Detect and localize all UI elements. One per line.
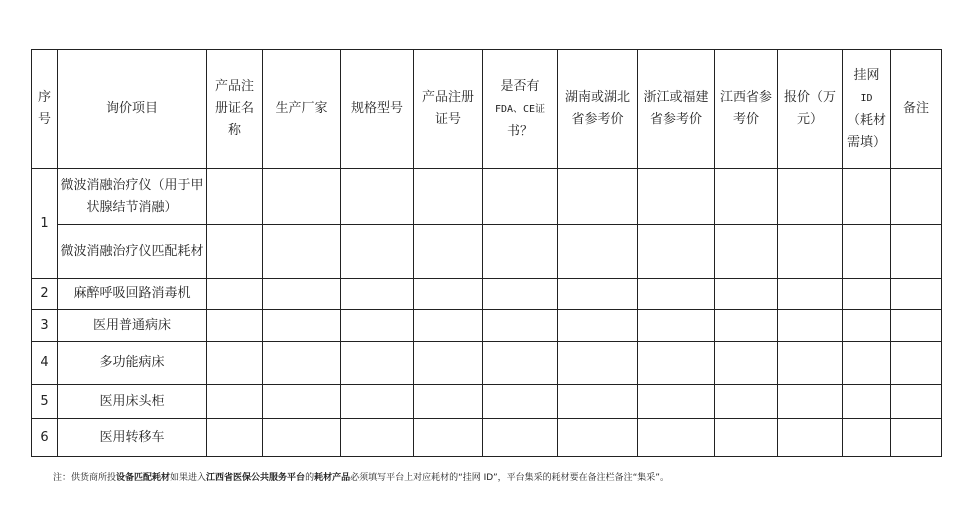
row-item: 医用转移车: [58, 419, 207, 457]
cell[interactable]: [414, 225, 483, 279]
cell[interactable]: [207, 279, 263, 310]
cell[interactable]: [715, 385, 778, 419]
cell[interactable]: [715, 310, 778, 342]
cell[interactable]: [483, 279, 558, 310]
cell[interactable]: [558, 225, 638, 279]
header-registration-number: 产品注册证号: [414, 50, 483, 169]
cell[interactable]: [843, 342, 891, 385]
cell[interactable]: [341, 169, 414, 225]
header-spec-model: 规格型号: [341, 50, 414, 169]
cell[interactable]: [715, 169, 778, 225]
cell[interactable]: [843, 310, 891, 342]
cell[interactable]: [483, 169, 558, 225]
row-number: 4: [32, 342, 58, 385]
cell[interactable]: [778, 310, 843, 342]
cell[interactable]: [638, 169, 715, 225]
cell[interactable]: [483, 342, 558, 385]
header-zhejiang-fujian-price: 浙江或福建省参考价: [638, 50, 715, 169]
header-row: [32, 50, 942, 169]
cell[interactable]: [891, 225, 942, 279]
cell[interactable]: [483, 385, 558, 419]
cell[interactable]: [558, 385, 638, 419]
header-seq: 序号: [32, 50, 58, 169]
row-item: 多功能病床: [58, 342, 207, 385]
cell[interactable]: [341, 279, 414, 310]
cell[interactable]: [891, 279, 942, 310]
cell[interactable]: [715, 279, 778, 310]
table-row: [32, 169, 942, 225]
header-net-id-line2: ID: [860, 92, 873, 104]
cell[interactable]: [263, 419, 341, 457]
header-item: 询价项目: [58, 50, 207, 169]
cell[interactable]: [263, 342, 341, 385]
header-net-id: [843, 50, 891, 169]
cell[interactable]: [715, 225, 778, 279]
cell[interactable]: [638, 279, 715, 310]
cell[interactable]: [843, 225, 891, 279]
cell[interactable]: [778, 279, 843, 310]
cell[interactable]: [483, 419, 558, 457]
footnote-bold-3: 耗材产品: [314, 473, 351, 483]
header-fda-line1: 是否有: [500, 78, 540, 94]
cell[interactable]: [778, 419, 843, 457]
cell[interactable]: [414, 419, 483, 457]
cell[interactable]: [778, 385, 843, 419]
cell[interactable]: [778, 169, 843, 225]
cell[interactable]: [891, 385, 942, 419]
table-row: [32, 385, 942, 419]
cell[interactable]: [778, 342, 843, 385]
footnote: [53, 470, 669, 483]
header-net-id-line3: （耗材需填）: [846, 112, 886, 150]
cell[interactable]: [483, 225, 558, 279]
cell[interactable]: [341, 225, 414, 279]
cell[interactable]: [414, 385, 483, 419]
cell[interactable]: [263, 169, 341, 225]
row-item: 微波消融治疗仪匹配耗材: [58, 225, 207, 279]
cell[interactable]: [891, 310, 942, 342]
row-number: 1: [32, 169, 58, 279]
cell[interactable]: [843, 419, 891, 457]
cell[interactable]: [558, 342, 638, 385]
footnote-bold-2: 江西省医保公共服务平台: [206, 473, 306, 483]
cell[interactable]: [414, 342, 483, 385]
cell[interactable]: [715, 342, 778, 385]
cell[interactable]: [207, 225, 263, 279]
cell[interactable]: [263, 279, 341, 310]
table-row: [32, 279, 942, 310]
header-fda-line2: FDA、CE证: [494, 103, 546, 115]
row-item: 医用床头柜: [58, 385, 207, 419]
cell[interactable]: [843, 169, 891, 225]
row-number: 3: [32, 310, 58, 342]
cell[interactable]: [558, 279, 638, 310]
cell[interactable]: [341, 385, 414, 419]
cell[interactable]: [414, 279, 483, 310]
row-item: 麻醉呼吸回路消毒机: [58, 279, 207, 310]
cell[interactable]: [638, 310, 715, 342]
cell[interactable]: [558, 169, 638, 225]
cell[interactable]: [558, 310, 638, 342]
footnote-text-1: 注：供货商所投: [53, 473, 117, 483]
table-row: [32, 342, 942, 385]
cell[interactable]: [207, 310, 263, 342]
header-fda-line3: 书？: [506, 123, 533, 139]
cell[interactable]: [715, 419, 778, 457]
header-registration-name: 产品注册证名称: [207, 50, 263, 169]
cell[interactable]: [341, 342, 414, 385]
header-hunan-hubei-price: 湖南或湖北省参考价: [558, 50, 638, 169]
row-number: 5: [32, 385, 58, 419]
footnote-text-3: 的: [305, 473, 315, 483]
row-number: 2: [32, 279, 58, 310]
cell[interactable]: [558, 419, 638, 457]
row-item: 医用普通病床: [58, 310, 207, 342]
header-quote: 报价（万元）: [778, 50, 843, 169]
cell[interactable]: [638, 225, 715, 279]
cell[interactable]: [207, 342, 263, 385]
cell[interactable]: [483, 310, 558, 342]
footnote-bold-1: 设备匹配耗材: [116, 473, 171, 483]
cell[interactable]: [207, 385, 263, 419]
cell[interactable]: [341, 419, 414, 457]
table-row: [32, 225, 942, 279]
cell[interactable]: [414, 169, 483, 225]
cell[interactable]: [891, 419, 942, 457]
cell[interactable]: [638, 419, 715, 457]
footnote-text-2: 如果进入: [170, 473, 207, 483]
cell[interactable]: [263, 310, 341, 342]
header-net-id-line1: 挂网: [853, 67, 880, 83]
cell[interactable]: [207, 169, 263, 225]
cell[interactable]: [341, 310, 414, 342]
header-manufacturer: 生产厂家: [263, 50, 341, 169]
cell[interactable]: [891, 342, 942, 385]
inquiry-table: [31, 49, 942, 457]
cell[interactable]: [891, 169, 942, 225]
cell[interactable]: [207, 419, 263, 457]
footnote-text-4: 必须填写平台上对应耗材的“挂网 ID”，平台集采的耗材要在备注栏备注“集采”。: [350, 473, 669, 483]
table-row: [32, 419, 942, 457]
cell[interactable]: [414, 310, 483, 342]
row-item: 微波消融治疗仪（用于甲状腺结节消融）: [58, 169, 207, 225]
cell[interactable]: [638, 342, 715, 385]
row-number: 6: [32, 419, 58, 457]
cell[interactable]: [263, 385, 341, 419]
cell[interactable]: [843, 279, 891, 310]
header-fda-ce: [483, 50, 558, 169]
table-row: [32, 310, 942, 342]
cell[interactable]: [778, 225, 843, 279]
header-remark: 备注: [891, 50, 942, 169]
cell[interactable]: [638, 385, 715, 419]
cell[interactable]: [263, 225, 341, 279]
cell[interactable]: [843, 385, 891, 419]
header-jiangxi-price: 江西省参考价: [715, 50, 778, 169]
